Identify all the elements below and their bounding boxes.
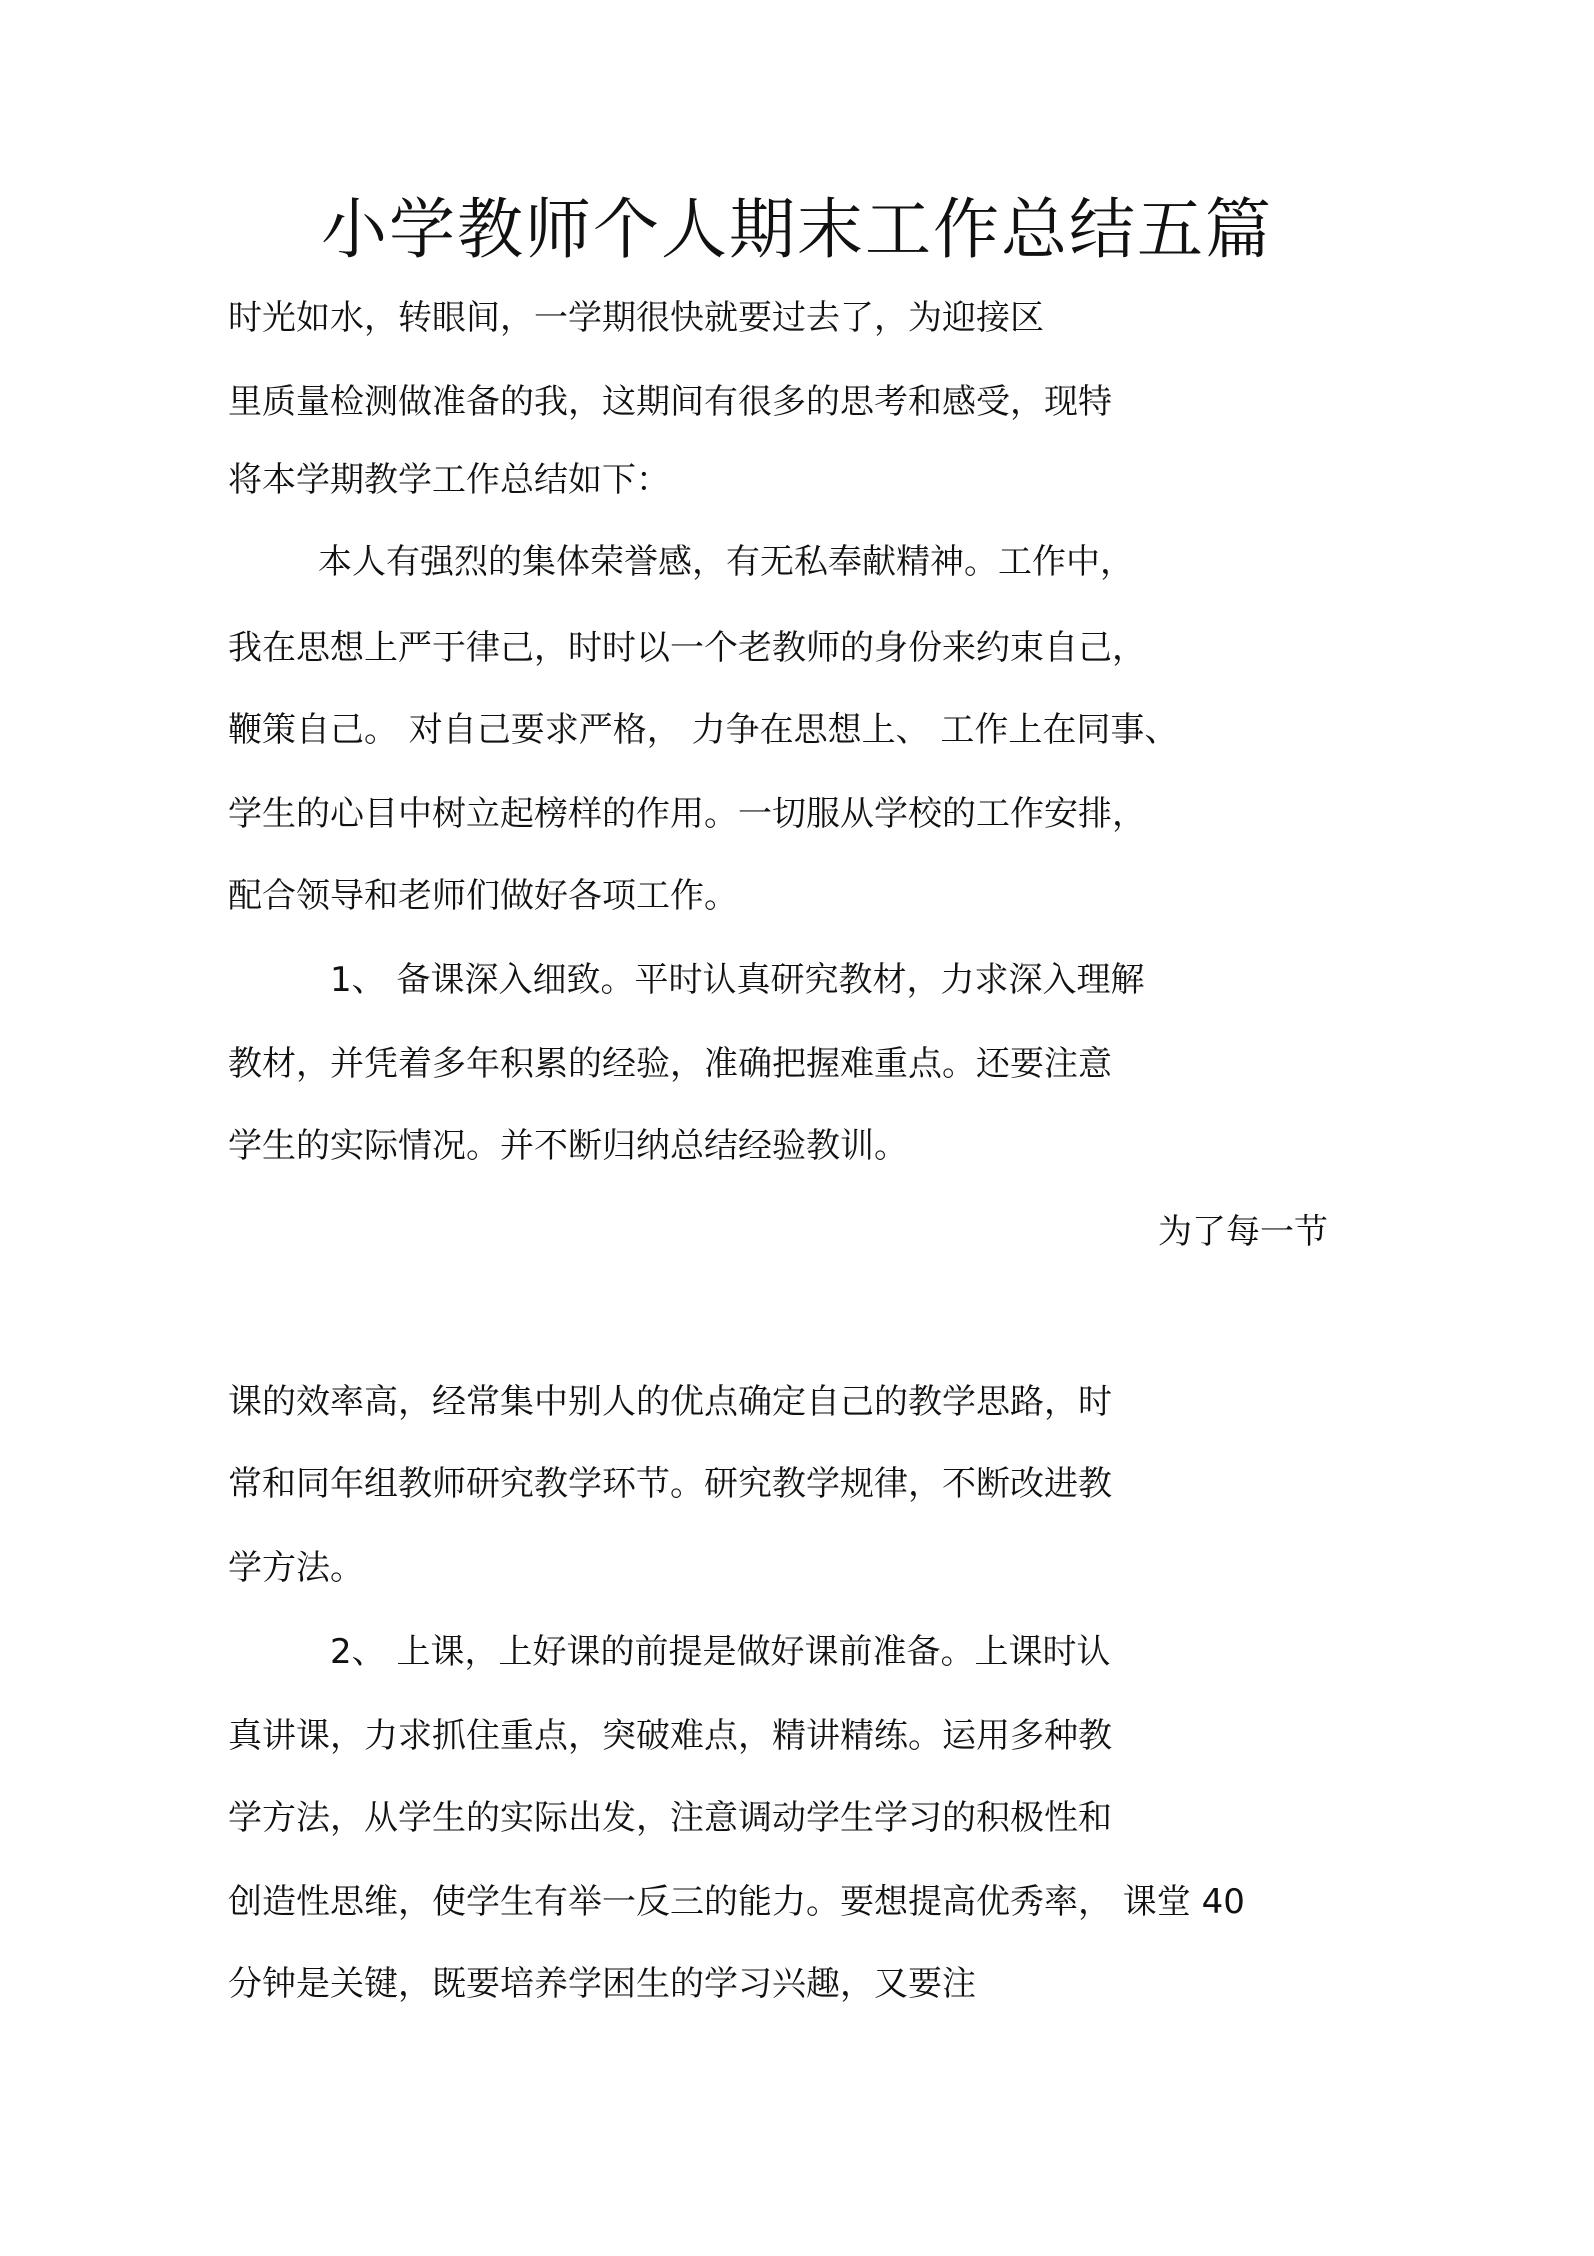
- paragraph-line: 里质量检测做准备的我，这期间有很多的思考和感受，现特: [228, 382, 1112, 422]
- paragraph-line: 学生的实际情况。并不断归纳总结经验教训。: [228, 1126, 908, 1166]
- document-title: 小学教师个人期末工作总结五篇: [321, 191, 1273, 268]
- paragraph-line: 分钟是关键，既要培养学困生的学习兴趣，又要注: [228, 1964, 976, 2004]
- paragraph-line: 创造性思维，使学生有举一反三的能力。要想提高优秀率， 课堂 40: [228, 1882, 1245, 1922]
- paragraph-line: 学方法。: [228, 1548, 364, 1588]
- paragraph-line: 真讲课，力求抓住重点，突破难点，精讲精练。运用多种教: [228, 1716, 1112, 1756]
- paragraph-line: 鞭策自己。 对自己要求严格， 力争在思想上、 工作上在同事、: [228, 710, 1179, 750]
- paragraph-line: 学生的心目中树立起榜样的作用。一切服从学校的工作安排，: [228, 794, 1146, 834]
- paragraph-line: 课的效率高，经常集中别人的优点确定自己的教学思路，时: [228, 1382, 1112, 1422]
- paragraph-line: 学方法，从学生的实际出发，注意调动学生学习的积极性和: [228, 1798, 1112, 1838]
- paragraph-line: 2、 上课，上好课的前提是做好课前准备。上课时认: [330, 1632, 1111, 1672]
- paragraph-line: 为了每一节: [1158, 1212, 1328, 1252]
- paragraph-line: 配合领导和老师们做好各项工作。: [228, 876, 738, 916]
- paragraph-line: 常和同年组教师研究教学环节。研究教学规律，不断改进教: [228, 1464, 1112, 1504]
- paragraph-line: 教材，并凭着多年积累的经验，准确把握难重点。还要注意: [228, 1044, 1112, 1084]
- paragraph-line: 将本学期教学工作总结如下：: [228, 460, 670, 500]
- paragraph-line: 1、 备课深入细致。平时认真研究教材，力求深入理解: [330, 960, 1145, 1000]
- paragraph-line: 本人有强烈的集体荣誉感，有无私奉献精神。工作中，: [318, 542, 1134, 582]
- paragraph-line: 时光如水，转眼间，一学期很快就要过去了，为迎接区: [228, 298, 1044, 338]
- paragraph-line: 我在思想上严于律己，时时以一个老教师的身份来约束自己，: [228, 628, 1146, 668]
